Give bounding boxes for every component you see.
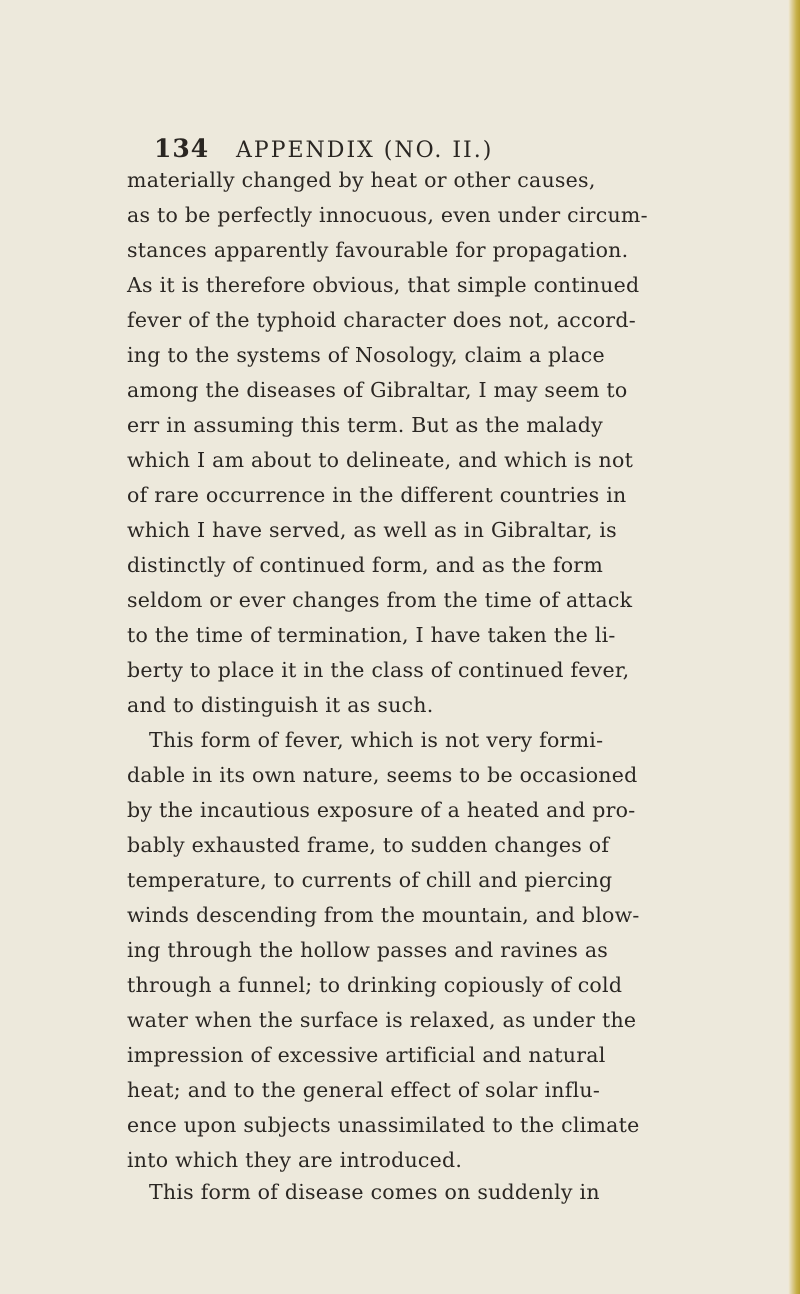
- text-line: bably exhausted frame, to sudden changes of: [127, 833, 610, 857]
- text-line: stances apparently favourable for propagation.: [127, 238, 629, 262]
- text-line: temperature, to currents of chill and piercing: [127, 868, 613, 892]
- text-line: err in assuming this term. But as the malady: [127, 413, 604, 437]
- page-number: 134: [154, 134, 210, 163]
- text-line: ing through the hollow passes and ravines as: [127, 938, 609, 962]
- text-line: As it is therefore obvious, that simple continued: [127, 273, 640, 297]
- text-line: through a funnel; to drinking copiously of cold: [127, 973, 623, 997]
- text-line: fever of the typhoid character does not, accord-: [127, 308, 636, 332]
- page-header: [0, 118, 800, 168]
- text-line: seldom or ever changes from the time of attack: [127, 588, 633, 612]
- text-line: heat; and to the general effect of solar influ-: [127, 1078, 601, 1102]
- text-line: water when the surface is relaxed, as under the: [127, 1008, 637, 1032]
- text-line: and to distinguish it as such.: [127, 693, 434, 717]
- text-line: into which they are introduced.: [127, 1148, 463, 1172]
- text-line: impression of excessive artificial and natural: [127, 1043, 606, 1067]
- text-line: of rare occurrence in the different countries in: [127, 483, 627, 507]
- text-line: distinctly of continued form, and as the form: [127, 553, 604, 577]
- page-edge: [788, 0, 800, 1294]
- text-line: berty to place it in the class of continued fever,: [127, 658, 630, 682]
- text-line: to the time of termination, I have taken the li-: [127, 623, 616, 647]
- text-line: ence upon subjects unassimilated to the climate: [127, 1113, 640, 1137]
- text-line: dable in its own nature, seems to be occasioned: [127, 763, 638, 787]
- text-line: ing to the systems of Nosology, claim a place: [127, 343, 605, 367]
- text-line: which I have served, as well as in Gibraltar, is: [127, 518, 617, 542]
- text-line: by the incautious exposure of a heated and pro-: [127, 798, 636, 822]
- text-line: materially changed by heat or other causes,: [127, 168, 596, 192]
- text-line: which I am about to delineate, and which is not: [127, 448, 634, 472]
- text-line: winds descending from the mountain, and blow-: [127, 903, 640, 927]
- text-line: This form of disease comes on suddenly in: [149, 1180, 600, 1204]
- running-head: APPENDIX (NO. II.): [236, 138, 494, 163]
- text-line: among the diseases of Gibraltar, I may seem to: [127, 378, 628, 402]
- text-line: as to be perfectly innocuous, even under circum-: [127, 203, 648, 227]
- text-line: This form of fever, which is not very formi-: [149, 728, 604, 752]
